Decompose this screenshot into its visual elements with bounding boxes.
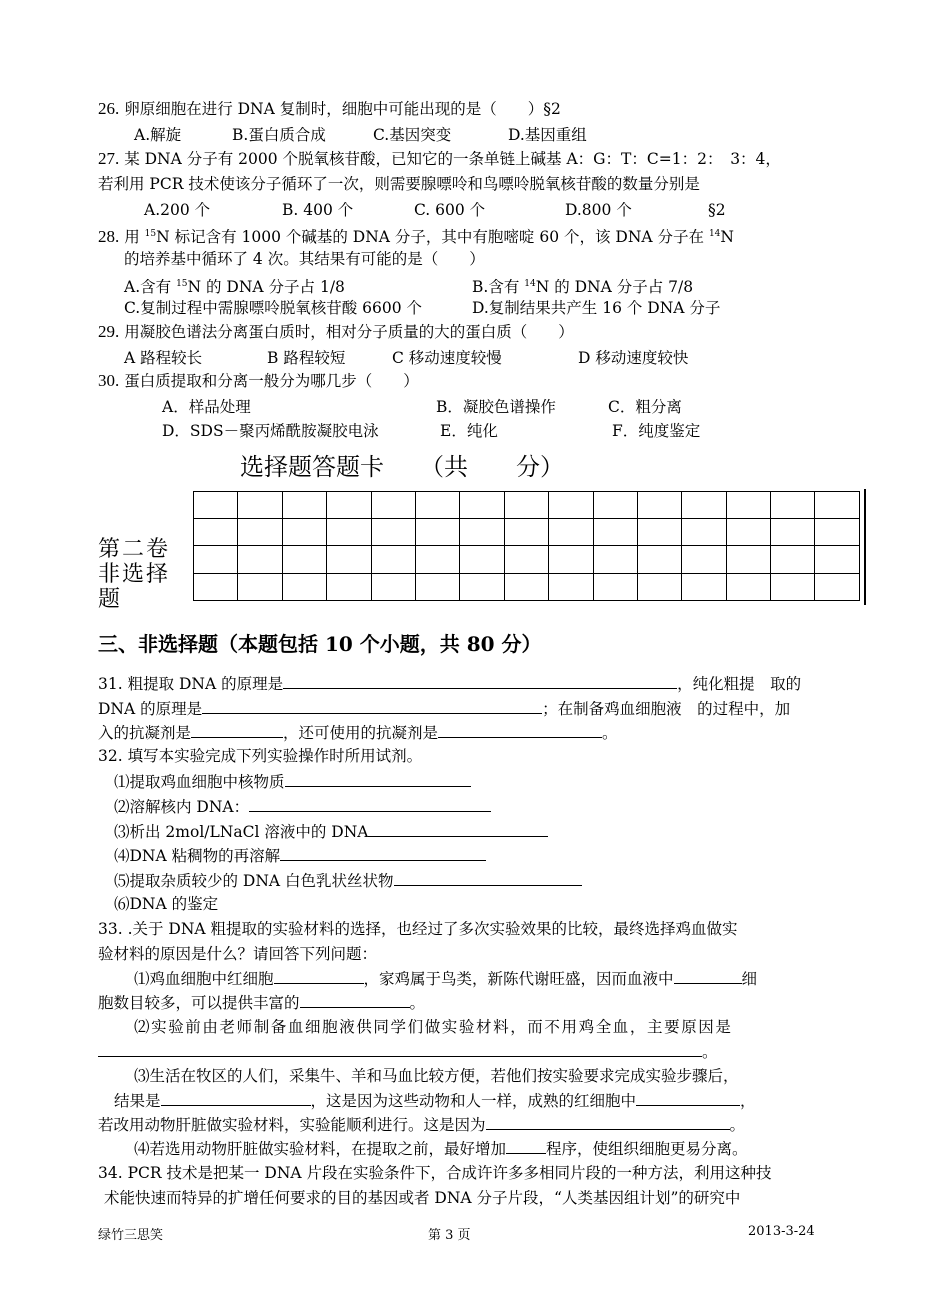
q33-p3-text-f: 。 [729, 1116, 746, 1134]
answer-cell[interactable] [726, 546, 770, 573]
q34-line1: 34. PCR 技术是把某一 DNA 片段在实验条件下，合成许许多多相同片段的一种方法，利用这种技 [98, 1164, 772, 1182]
q32-item-5-text: ⑸提取杂质较少的 DNA 白色乳状丝状物 [114, 872, 394, 890]
q28-number: 28. [98, 227, 120, 247]
answer-cell[interactable] [194, 492, 238, 519]
q28-line2: 的培养基中循环了 4 次。其结果有可能的是（ ） [124, 250, 485, 268]
q32-item-1-text: ⑴提取鸡血细胞中核物质 [114, 773, 285, 791]
q33-part1-line1 [134, 967, 757, 990]
answer-cell[interactable] [593, 573, 637, 600]
answer-cell[interactable] [637, 492, 681, 519]
q30-stem [98, 370, 419, 392]
q33-p4-text-a: ⑷若选用动物肝脏做实验材料，在提取之前，最好增加 [134, 1140, 507, 1158]
part2-line1: 第二卷 [98, 537, 171, 562]
answer-cell[interactable] [415, 546, 459, 573]
answer-cell[interactable] [682, 519, 726, 546]
answer-cell[interactable] [549, 492, 593, 519]
q33-p2-end: 。 [702, 1043, 718, 1061]
q31-blank-2[interactable] [202, 697, 542, 714]
answer-cell[interactable] [415, 519, 459, 546]
q33-p1-text-d: 胞数目较多，可以提供丰富的 [98, 994, 300, 1012]
answer-cell[interactable] [771, 546, 815, 573]
q27-mark: §2 [708, 201, 726, 219]
q28-text-1a: 用 [124, 228, 145, 247]
q33-line2: 验材料的原因是什么？请回答下列问题： [98, 945, 378, 963]
section3-title: 三、非选择题（本题包括 10 个小题，共 80 分） [98, 632, 542, 656]
answer-cell[interactable] [726, 492, 770, 519]
q33-blank-3[interactable] [300, 991, 410, 1008]
q27-option-b: B. 400 个 [282, 201, 354, 219]
q29-option-a: A 路程较长 [124, 349, 203, 367]
answer-cell[interactable] [504, 546, 548, 573]
answer-card-row [194, 573, 860, 600]
answer-cell[interactable] [504, 519, 548, 546]
answer-cell[interactable] [327, 573, 371, 600]
q31-blank-3[interactable] [191, 721, 283, 738]
answer-cell[interactable] [415, 573, 459, 600]
answer-cell[interactable] [238, 546, 282, 573]
q32-item-6-text: ⑹DNA 的鉴定 [114, 895, 219, 913]
q27-option-c: C. 600 个 [414, 201, 486, 219]
q28-option-a-1: A.含有 [124, 278, 177, 297]
q32-blank-1[interactable] [285, 770, 471, 787]
q28-option-a [124, 273, 345, 298]
answer-cell[interactable] [415, 492, 459, 519]
q31-line3 [98, 721, 618, 744]
q32-item-4 [114, 844, 486, 867]
answer-cell[interactable] [593, 546, 637, 573]
q33-part3-line1: ⑶生活在牧区的人们，采集牛、羊和马血比较方便，若他们按实验要求完成实验步骤后， [134, 1067, 739, 1085]
q28-option-b-sup: 14 [524, 279, 536, 289]
q31-text-b: ，纯化粗提 取的 [677, 675, 802, 693]
answer-cell[interactable] [682, 546, 726, 573]
answer-cell[interactable] [282, 519, 326, 546]
q28-option-b [472, 273, 693, 298]
q33-part3-line3 [98, 1113, 745, 1136]
answer-card-row [194, 519, 860, 546]
answer-cell[interactable] [504, 573, 548, 600]
q30-text: 蛋白质提取和分离一般分为哪几步（ ） [124, 372, 419, 390]
answer-card-right-rule [864, 489, 866, 605]
q33-blank-2[interactable] [674, 967, 742, 984]
q33-blank-1[interactable] [274, 967, 364, 984]
q28-option-d: D.复制结果共产生 16 个 DNA 分子 [472, 299, 721, 317]
answer-cell[interactable] [238, 519, 282, 546]
q28-isotope-14: 14 [708, 229, 721, 239]
answer-card-title: 选择题答题卡 [240, 453, 384, 481]
q32-item-3-text: ⑶析出 2mol/LNaCl 溶液中的 DNA [114, 823, 369, 841]
answer-cell[interactable] [771, 492, 815, 519]
q28-option-b-1: B.含有 [472, 278, 525, 297]
answer-cell[interactable] [815, 519, 859, 546]
answer-cell[interactable] [371, 519, 415, 546]
answer-cell[interactable] [460, 546, 504, 573]
q26-option-d: D.基因重组 [508, 126, 587, 144]
q33-blank-5[interactable] [161, 1089, 311, 1106]
answer-cell[interactable] [194, 519, 238, 546]
answer-cell[interactable] [460, 573, 504, 600]
q29-option-b: B 路程较短 [267, 349, 346, 367]
q33-p1-text-e: 。 [409, 994, 426, 1012]
q26-option-b: B.蛋白质合成 [232, 126, 326, 144]
q28-option-c: C.复制过程中需腺嘌呤脱氧核苷酸 6600 个 [124, 299, 423, 317]
q27-text-1: 某 DNA 分子有 2000 个脱氧核苷酸，已知它的一条单链上碱基 A：G：T：C=1：2： 3：4， [124, 150, 781, 168]
q32-item-4-text: ⑷DNA 粘稠物的再溶解 [114, 847, 281, 865]
q29-stem [98, 321, 574, 343]
q32-blank-5[interactable] [394, 869, 582, 886]
q32-blank-2[interactable] [249, 795, 491, 812]
q26-option-c: C.基因突变 [373, 126, 452, 144]
q31-text-g: 。 [602, 724, 618, 742]
q32-item-2-text: ⑵溶解核内 DNA： [114, 798, 250, 816]
answer-cell[interactable] [194, 573, 238, 600]
q27-line2: 若利用 PCR 技术使该分子循环了一次，则需要腺嘌呤和鸟嘌呤脱氧核苷酸的数量分别是 [98, 175, 700, 193]
q33-p1-text-a: ⑴鸡血细胞中红细胞 [134, 970, 274, 988]
q29-number: 29. [98, 322, 120, 341]
answer-cell[interactable] [549, 519, 593, 546]
answer-cell[interactable] [371, 573, 415, 600]
q31-text-f: ，还可使用的抗凝剂是 [283, 724, 439, 742]
q30-option-f: F．纯度鉴定 [612, 422, 701, 440]
q26-number: 26. [98, 99, 120, 118]
answer-cell[interactable] [282, 546, 326, 573]
q27-option-d: D.800 个 [565, 201, 632, 219]
q29-text: 用凝胶色谱法分离蛋白质时，相对分子质量的大的蛋白质（ ） [124, 323, 574, 341]
answer-card-row [194, 492, 860, 519]
answer-cell[interactable] [771, 573, 815, 600]
footer-page: 第 3 页 [428, 1228, 471, 1243]
answer-cell[interactable] [549, 573, 593, 600]
footer-date: 2013-3-24 [748, 1224, 815, 1239]
q31-text-c: DNA 的原理是 [98, 700, 203, 718]
q28-option-a-sup: 15 [176, 279, 188, 289]
q33-part2-line1: ⑵实验前由老师制备血细胞液供同学们做实验材料，而不用鸡全血，主要原因是 [134, 1018, 733, 1036]
answer-cell[interactable] [726, 573, 770, 600]
answer-cell[interactable] [726, 519, 770, 546]
q33-part2-line2 [98, 1040, 718, 1063]
answer-cell[interactable] [815, 492, 859, 519]
q33-p3-text-d: ， [740, 1092, 756, 1110]
q30-option-e: E．纯化 [440, 422, 498, 440]
q33-p3-text-c: ，这是因为这些动物和人一样，成熟的红细胞中 [310, 1092, 637, 1110]
answer-cell[interactable] [238, 492, 282, 519]
part2-line3: 题 [98, 587, 121, 612]
answer-cell[interactable] [682, 573, 726, 600]
answer-cell[interactable] [327, 546, 371, 573]
answer-cell[interactable] [637, 573, 681, 600]
footer-left: 绿竹三思笑 [98, 1228, 164, 1243]
q33-p3-text-e: 若改用动物肝脏做实验材料，实验能顺利进行。这是因为 [98, 1116, 486, 1134]
q32-item-5 [114, 869, 582, 892]
answer-cell[interactable] [238, 573, 282, 600]
q33-p3-text-b: 结果是 [114, 1092, 161, 1110]
q33-part1-line2 [98, 991, 425, 1014]
q27-number: 27. [98, 149, 120, 168]
q33-p1-text-b: ，家鸡属于鸟类，新陈代谢旺盛，因而血液中 [363, 970, 674, 988]
q30-option-a: A．样品处理 [162, 398, 251, 416]
q33-blank-6[interactable] [636, 1089, 740, 1106]
q28-line1 [98, 223, 734, 248]
q32-item-3 [114, 820, 548, 843]
q29-option-c: C 移动速度较慢 [392, 349, 502, 367]
q31-blank-1[interactable] [283, 672, 677, 689]
q30-option-c: C．粗分离 [608, 398, 682, 416]
answer-cell[interactable] [593, 492, 637, 519]
answer-cell[interactable] [815, 546, 859, 573]
q27-line1 [98, 148, 781, 170]
q28-text-1c: N [720, 228, 734, 247]
answer-cell[interactable] [282, 492, 326, 519]
q32-blank-4[interactable] [280, 844, 486, 861]
answer-cell[interactable] [371, 492, 415, 519]
q31-text-e: 入的抗凝剂是 [98, 724, 192, 742]
answer-cell[interactable] [549, 546, 593, 573]
answer-card-grid [193, 491, 860, 601]
answer-cell[interactable] [682, 492, 726, 519]
answer-cell[interactable] [460, 492, 504, 519]
answer-cell[interactable] [771, 519, 815, 546]
q32-item-2 [114, 795, 491, 818]
q26-option-a: A.解旋 [134, 126, 182, 144]
answer-cell[interactable] [637, 519, 681, 546]
answer-cell[interactable] [371, 546, 415, 573]
answer-cell[interactable] [327, 492, 371, 519]
q27-option-a: A.200 个 [144, 201, 211, 219]
q33-p1-text-c: 细 [741, 970, 758, 988]
q26-stem [98, 98, 561, 120]
q33-part3-line2 [114, 1089, 756, 1112]
answer-card-row [194, 546, 860, 573]
q32-stem: 32. 填写本实验完成下列实验操作时所用试剂。 [98, 747, 423, 765]
q32-blank-3[interactable] [368, 820, 548, 837]
q31-blank-4[interactable] [438, 721, 602, 738]
q32-item-1 [114, 770, 471, 793]
q30-option-d: D．SDS－聚丙烯酰胺凝胶电泳 [162, 422, 379, 440]
q33-blank-4[interactable] [98, 1040, 702, 1057]
q28-isotope-15: 15 [144, 229, 157, 239]
answer-cell[interactable] [593, 519, 637, 546]
q28-text-1b: N 标记含有 1000 个碱基的 DNA 分子，其中有胞嘧啶 60 个，该 DNA 分子在 [156, 228, 709, 247]
q31-text-d: ；在制备鸡血细胞液 的过程中，加 [542, 700, 791, 718]
q28-option-a-2: N 的 DNA 分子占 1/8 [187, 278, 345, 297]
q31-text-a: 31. 粗提取 DNA 的原理是 [98, 675, 284, 693]
q33-part4 [134, 1137, 748, 1160]
answer-cell[interactable] [194, 546, 238, 573]
answer-cell[interactable] [504, 492, 548, 519]
answer-cell[interactable] [460, 519, 504, 546]
q26-text: 卵原细胞在进行 DNA 复制时，细胞中可能出现的是（ ）§2 [124, 100, 561, 118]
answer-cell[interactable] [637, 546, 681, 573]
answer-cell[interactable] [815, 573, 859, 600]
answer-card-total: （共 分） [420, 453, 564, 481]
q29-option-d: D 移动速度较快 [578, 349, 689, 367]
q33-p4-text-b: 程序，使组织细胞更易分离。 [546, 1140, 748, 1158]
part2-line2: 非选择 [98, 562, 171, 587]
q33-blank-8[interactable] [506, 1137, 546, 1154]
q34-line2: 术能快速而特异的扩增任何要求的目的基因或者 DNA 分子片段，“人类基因组计划”的研究中 [104, 1189, 741, 1207]
answer-cell[interactable] [327, 519, 371, 546]
q31-line2 [98, 697, 790, 720]
q30-option-b: B．凝胶色谱操作 [436, 398, 556, 416]
q30-number: 30. [98, 371, 120, 390]
q31-line1 [98, 672, 801, 695]
answer-cell[interactable] [282, 573, 326, 600]
q33-blank-7[interactable] [486, 1113, 730, 1130]
q28-option-b-2: N 的 DNA 分子占 7/8 [535, 278, 694, 297]
q33-line1: 33. .关于 DNA 粗提取的实验材料的选择，也经过了多次实验效果的比较，最终选择鸡血做实 [98, 920, 738, 938]
q32-item-6 [114, 893, 218, 915]
